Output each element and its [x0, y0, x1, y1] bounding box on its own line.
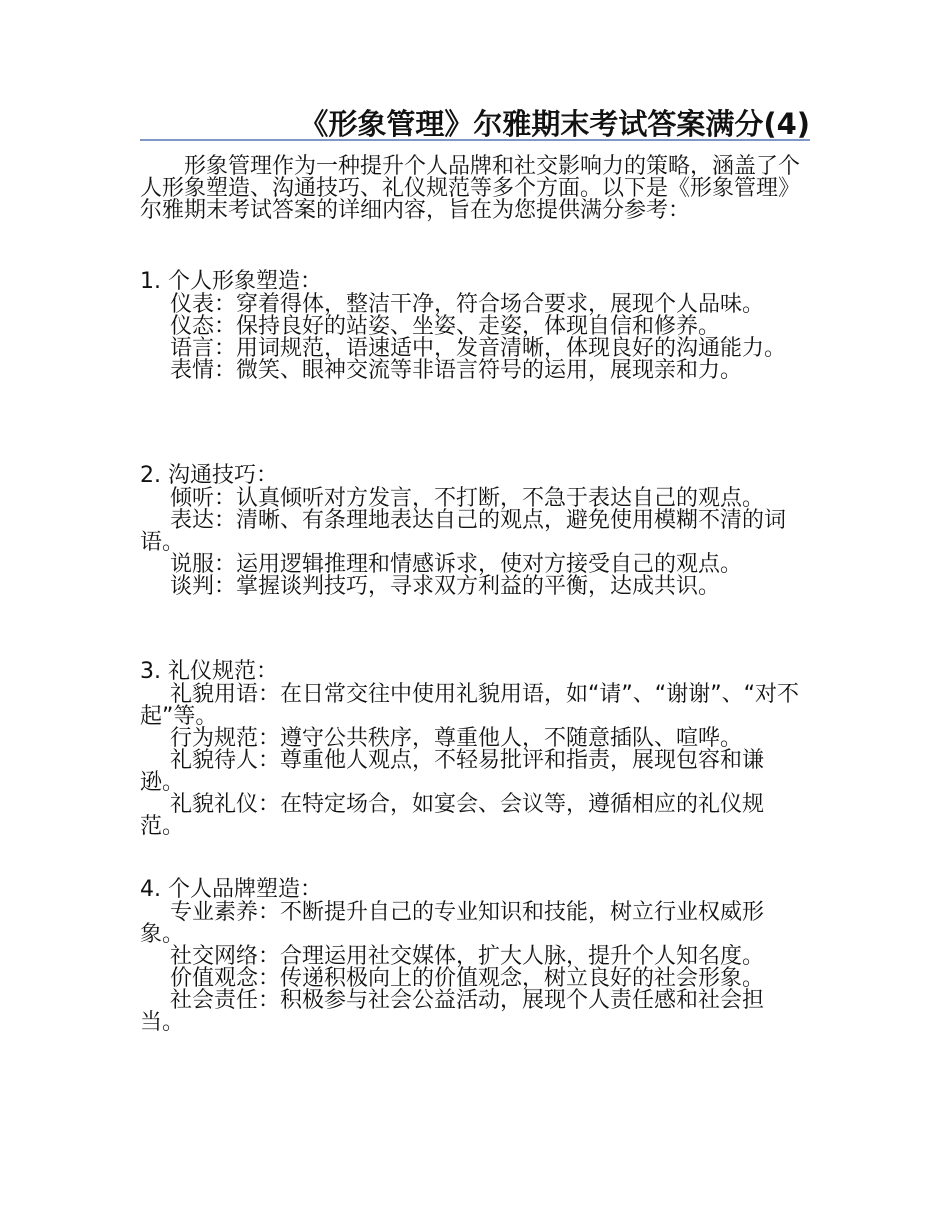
section-heading: 2. 沟通技巧： [140, 463, 278, 488]
document-title: 《形象管理》尔雅期末考试答案满分(4) [299, 107, 810, 141]
list-item: 仪态：保持良好的站姿、坐姿、走姿，体现自信和修养。 [170, 314, 721, 339]
list-item: 行为规范：遵守公共秩序，尊重他人，不随意插队、喧哗。 [170, 726, 743, 751]
list-item: 仪表：穿着得体，整洁干净，符合场合要求，展现个人品味。 [170, 292, 765, 317]
list-item: 价值观念：传递积极向上的价值观念，树立良好的社会形象。 [170, 966, 765, 991]
list-item: 谈判：掌握谈判技巧，寻求双方利益的平衡，达成共识。 [170, 574, 721, 599]
intro-paragraph: 形象管理作为一种提升个人品牌和社交影响力的策略，涵盖了个人形象塑造、沟通技巧、礼仪规范等多个方面。以下是《形象管理》尔雅期末考试答案的详细内容，旨在为您提供满分参考： [140, 154, 801, 223]
list-item: 语言：用词规范，语速适中，发音清晰，体现良好的沟通能力。 [170, 336, 787, 361]
title-underline [140, 139, 810, 141]
section-heading: 1. 个人形象塑造： [140, 269, 322, 294]
section-communication [140, 464, 800, 598]
list-item: 社会责任：积极参与社会公益活动，展现个人责任感和社会担当。 [140, 988, 765, 1035]
section-heading: 4. 个人品牌塑造： [140, 877, 322, 902]
section-etiquette [140, 660, 800, 838]
list-item: 表达：清晰、有条理地表达自己的观点，避免使用模糊不清的词语。 [140, 508, 787, 555]
list-item: 社交网络：合理运用社交媒体，扩大人脉，提升个人知名度。 [170, 944, 765, 969]
section-personal-brand [140, 878, 800, 1034]
list-item: 礼貌礼仪：在特定场合，如宴会、会议等，遵循相应的礼仪规范。 [140, 792, 765, 839]
list-item: 表情：微笑、眼神交流等非语言符号的运用，展现亲和力。 [170, 358, 743, 383]
list-item: 礼貌待人：尊重他人观点，不轻易批评和指责，展现包容和谦逊。 [140, 748, 765, 795]
list-item: 礼貌用语：在日常交往中使用礼貌用语，如“请”、“谢谢”、“对不起”等。 [140, 682, 799, 729]
section-heading: 3. 礼仪规范： [140, 659, 278, 684]
section-personal-image [140, 270, 800, 382]
list-item: 倾听：认真倾听对方发言，不打断，不急于表达自己的观点。 [170, 486, 765, 511]
list-item: 专业素养：不断提升自己的专业知识和技能，树立行业权威形象。 [140, 900, 765, 947]
list-item: 说服：运用逻辑推理和情感诉求，使对方接受自己的观点。 [170, 552, 743, 577]
